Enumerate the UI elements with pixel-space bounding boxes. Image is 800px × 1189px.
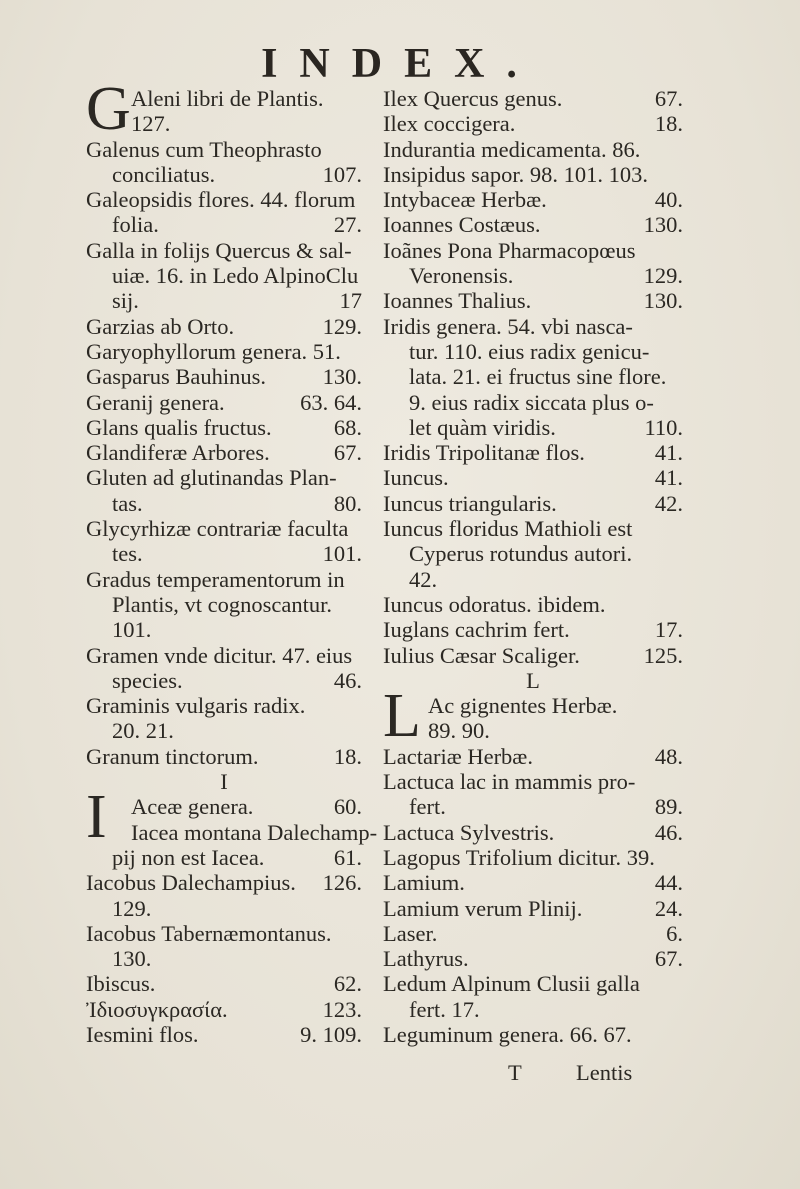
index-entry <box>86 567 362 592</box>
entry-text: Glandiferæ Arbores. <box>86 440 270 466</box>
index-entry <box>383 86 683 111</box>
entry-page-ref: 27. <box>333 212 362 238</box>
index-entry <box>86 137 362 162</box>
entry-text: lata. 21. ei fructus sine flore. <box>409 364 667 390</box>
entry-text: Garzias ab Orto. <box>86 313 235 339</box>
index-entry <box>86 541 362 566</box>
index-entry <box>383 238 683 263</box>
entry-page-ref: 46. <box>654 819 683 845</box>
entry-text: 89. 90. <box>428 718 490 744</box>
entry-page-ref: 46. <box>333 667 362 693</box>
entry-text: Ilex Quercus genus. <box>383 86 563 111</box>
entry-page-ref: 89. <box>654 794 683 820</box>
index-entry <box>86 870 362 895</box>
index-entry <box>86 314 362 339</box>
entry-page-ref: 101. <box>322 541 362 567</box>
entry-text: Indurantia medicamenta. 86. <box>383 136 641 162</box>
entry-text: Ledum Alpinum Clusii galla <box>383 971 640 997</box>
index-entry <box>383 516 683 541</box>
entry-text: Lactuca lac in mammis pro- <box>383 769 636 795</box>
entry-text: 42. <box>409 566 438 592</box>
entry-page-ref: 17. <box>654 617 683 643</box>
entry-page-ref: 129. <box>643 263 683 289</box>
entry-text: Ἰδιοσυγκρασία. <box>86 996 228 1022</box>
index-entry <box>86 491 362 516</box>
entry-text: Granum tinctorum. <box>86 743 259 769</box>
entry-page-ref: 130. <box>322 364 362 390</box>
index-entry <box>383 946 683 971</box>
entry-page-ref: 42. <box>654 490 683 516</box>
entry-page-ref: 41. <box>654 465 683 491</box>
index-entry <box>383 339 683 364</box>
index-entry <box>86 516 362 541</box>
entry-page-ref: 68. <box>333 414 362 440</box>
entry-text: Graminis vulgaris radix. <box>86 693 306 719</box>
index-entry <box>383 364 683 389</box>
entry-text: sij. <box>112 288 139 314</box>
index-entry <box>383 870 683 895</box>
index-entry <box>383 769 683 794</box>
index-entry <box>383 794 683 819</box>
entry-text: Laser. <box>383 920 438 946</box>
index-entry <box>383 137 683 162</box>
index-entry <box>383 390 683 415</box>
entry-page-ref: 24. <box>654 895 683 921</box>
index-entry <box>86 440 362 465</box>
entry-text: Ilex coccigera. <box>383 111 516 137</box>
entry-text: 130. <box>112 946 152 972</box>
entry-text: Iacobus Dalechampius. <box>86 870 296 896</box>
entry-text: Glans qualis fructus. <box>86 414 272 440</box>
index-entry <box>383 997 683 1022</box>
entry-text: Leguminum genera. 66. 67. <box>383 1021 632 1047</box>
entry-text: Insipidus sapor. 98. 101. 103. <box>383 161 649 187</box>
right-column <box>383 86 683 1047</box>
entry-text: Ioannes Costæus. <box>383 212 541 238</box>
entry-page-ref: 40. <box>654 187 683 213</box>
entry-text: 9. eius radix siccata plus o- <box>409 389 654 415</box>
index-entry <box>86 921 362 946</box>
entry-page-ref: 18. <box>333 743 362 769</box>
entry-text: Iacea montana Dalechamp- <box>131 819 378 845</box>
index-entry <box>86 718 362 743</box>
index-entry <box>86 744 362 769</box>
index-entry <box>383 415 683 440</box>
entry-text: Geranij genera. <box>86 389 225 415</box>
index-entry <box>86 946 362 971</box>
entry-text: tes. <box>112 541 143 567</box>
index-entry <box>383 592 683 617</box>
entry-text: 129. <box>112 895 152 921</box>
entry-text: Aleni libri de Plantis. <box>131 86 324 111</box>
index-entry <box>86 111 362 136</box>
entry-page-ref: 67. <box>333 440 362 466</box>
index-entry <box>86 971 362 996</box>
entry-text: Iulius Cæsar Scaliger. <box>383 642 580 668</box>
entry-text: Gradus temperamentorum in <box>86 566 345 592</box>
index-entry <box>86 339 362 364</box>
entry-text: 101. <box>112 617 152 643</box>
index-entry <box>383 288 683 313</box>
index-entry <box>86 997 362 1022</box>
entry-text: Gasparus Bauhinus. <box>86 364 266 390</box>
index-entry <box>86 668 362 693</box>
index-entry <box>383 162 683 187</box>
entry-page-ref: 129. <box>322 313 362 339</box>
section-letter: I <box>220 769 228 795</box>
entry-page-ref: 67. <box>654 86 683 111</box>
index-entry <box>383 212 683 237</box>
index-entry <box>86 390 362 415</box>
index-entry <box>383 567 683 592</box>
entry-text: Cyperus rotundus autori. <box>409 541 633 567</box>
entry-page-ref: 41. <box>654 440 683 466</box>
entry-text: Lactariæ Herbæ. <box>383 743 533 769</box>
index-entry <box>86 617 362 642</box>
entry-text: Iridis Tripolitanæ flos. <box>383 440 585 466</box>
entry-text: Glycyrhizæ contrariæ faculta <box>86 516 349 542</box>
entry-text: tur. 110. eius radix genicu- <box>409 338 650 364</box>
index-entry <box>383 896 683 921</box>
entry-page-ref: 130. <box>643 288 683 314</box>
index-entry <box>86 187 362 212</box>
index-entry <box>86 364 362 389</box>
entry-page-ref: 67. <box>654 946 683 972</box>
entry-text: Aceæ genera. <box>131 794 254 820</box>
drop-initial: L <box>383 682 421 751</box>
entry-text: Intybaceæ Herbæ. <box>383 187 547 213</box>
entry-text: fert. 17. <box>409 996 480 1022</box>
entry-text: Lagopus Trifolium dicitur. 39. <box>383 844 655 870</box>
page-header: INDEX. <box>261 41 539 87</box>
index-entry <box>383 971 683 996</box>
entry-text: tas. <box>112 490 143 516</box>
index-entry <box>86 263 362 288</box>
entry-text: Veronensis. <box>409 263 514 289</box>
index-entry <box>86 845 362 870</box>
entry-text: Ioannes Thalius. <box>383 288 532 314</box>
entry-page-ref: 125. <box>643 642 683 668</box>
index-entry <box>86 643 362 668</box>
entry-text: Ac gignentes Herbæ. <box>428 693 618 719</box>
entry-text: Plantis, vt cognoscantur. <box>112 591 332 617</box>
entry-page-ref: 18. <box>654 111 683 137</box>
index-entry <box>383 617 683 642</box>
entry-text: Galenus cum Theophrasto <box>86 136 322 162</box>
drop-initial: I <box>86 783 107 852</box>
left-column <box>86 75 378 1047</box>
section-letter: L <box>526 667 540 693</box>
entry-text: Lathyrus. <box>383 946 469 972</box>
index-entry <box>86 819 378 845</box>
entry-text: Lamium verum Plinij. <box>383 895 583 921</box>
index-entry <box>383 1022 683 1047</box>
entry-text: conciliatus. <box>112 161 216 187</box>
entry-text: Iuglans cachrim fert. <box>383 617 570 643</box>
entry-text: Ioãnes Pona Pharmacopœus <box>383 237 636 263</box>
entry-text: fert. <box>409 794 446 820</box>
index-entry <box>86 212 362 237</box>
entry-text: Iesmini flos. <box>86 1021 199 1047</box>
entry-page-ref: 107. <box>322 161 362 187</box>
index-entry <box>383 643 683 668</box>
entry-page-ref: 9. 109. <box>300 1021 362 1047</box>
index-entry <box>86 693 362 718</box>
entry-text: uiæ. 16. in Ledo AlpinoClu <box>112 263 359 289</box>
index-entry <box>86 415 362 440</box>
entry-text: Garyophyllorum genera. 51. <box>86 338 341 364</box>
entry-page-ref: 6. <box>666 920 683 946</box>
entry-page-ref: 61. <box>333 844 362 870</box>
entry-page-ref: 110. <box>644 414 683 440</box>
entry-text: Galla in folijs Quercus & sal- <box>86 237 352 263</box>
index-entry <box>383 491 683 516</box>
index-entry <box>383 845 683 870</box>
entry-text: species. <box>112 667 183 693</box>
entry-page-ref: 44. <box>654 870 683 896</box>
entry-text: Gramen vnde dicitur. 47. eius <box>86 642 353 668</box>
entry-page-ref: 60. <box>333 794 362 820</box>
index-entry <box>383 187 683 212</box>
index-entry <box>383 111 683 136</box>
index-entry <box>383 314 683 339</box>
entry-page-ref: 126. <box>322 870 362 896</box>
entry-text: folia. <box>112 212 159 238</box>
entry-page-ref: 17 <box>339 288 362 314</box>
index-entry <box>86 465 362 490</box>
entry-text: Iuncus floridus Mathioli est <box>383 516 633 542</box>
drop-initial: G <box>86 75 131 143</box>
catchword: Lentis <box>576 1060 633 1085</box>
index-entry <box>383 718 683 743</box>
index-entry <box>86 162 362 187</box>
index-entry <box>383 465 683 490</box>
entry-text: Lamium. <box>383 870 465 896</box>
index-entry <box>86 238 362 263</box>
entry-text: Galeopsidis flores. 44. florum <box>86 187 356 213</box>
entry-text: 20. 21. <box>112 718 174 744</box>
index-entry <box>383 820 683 845</box>
index-entry <box>86 592 362 617</box>
index-entry <box>86 288 362 313</box>
entry-page-ref: 80. <box>333 490 362 516</box>
entry-text: Ibiscus. <box>86 971 156 997</box>
entry-text: 127. <box>131 111 171 137</box>
index-entry <box>383 263 683 288</box>
index-entry <box>383 921 683 946</box>
index-entry <box>383 541 683 566</box>
entry-page-ref: 63. 64. <box>300 389 362 415</box>
entry-text: Iacobus Tabernæmontanus. <box>86 920 332 946</box>
signature-mark: T <box>508 1060 522 1085</box>
entry-text: Lactuca Sylvestris. <box>383 819 555 845</box>
entry-text: let quàm viridis. <box>409 414 556 440</box>
entry-text: Iuncus odoratus. ibidem. <box>383 591 606 617</box>
entry-text: Iuncus. <box>383 465 449 491</box>
entry-text: Iuncus triangularis. <box>383 490 557 516</box>
entry-text: Iridis genera. 54. vbi nasca- <box>383 313 633 339</box>
entry-page-ref: 123. <box>322 996 362 1022</box>
index-entry <box>86 896 362 921</box>
index-entry <box>383 744 683 769</box>
entry-page-ref: 130. <box>643 212 683 238</box>
entry-page-ref: 62. <box>333 971 362 997</box>
entry-page-ref: 48. <box>654 743 683 769</box>
index-entry <box>383 440 683 465</box>
entry-text: Gluten ad glutinandas Plan- <box>86 465 337 491</box>
index-entry <box>86 1022 362 1047</box>
entry-text: pij non est Iacea. <box>112 844 265 870</box>
